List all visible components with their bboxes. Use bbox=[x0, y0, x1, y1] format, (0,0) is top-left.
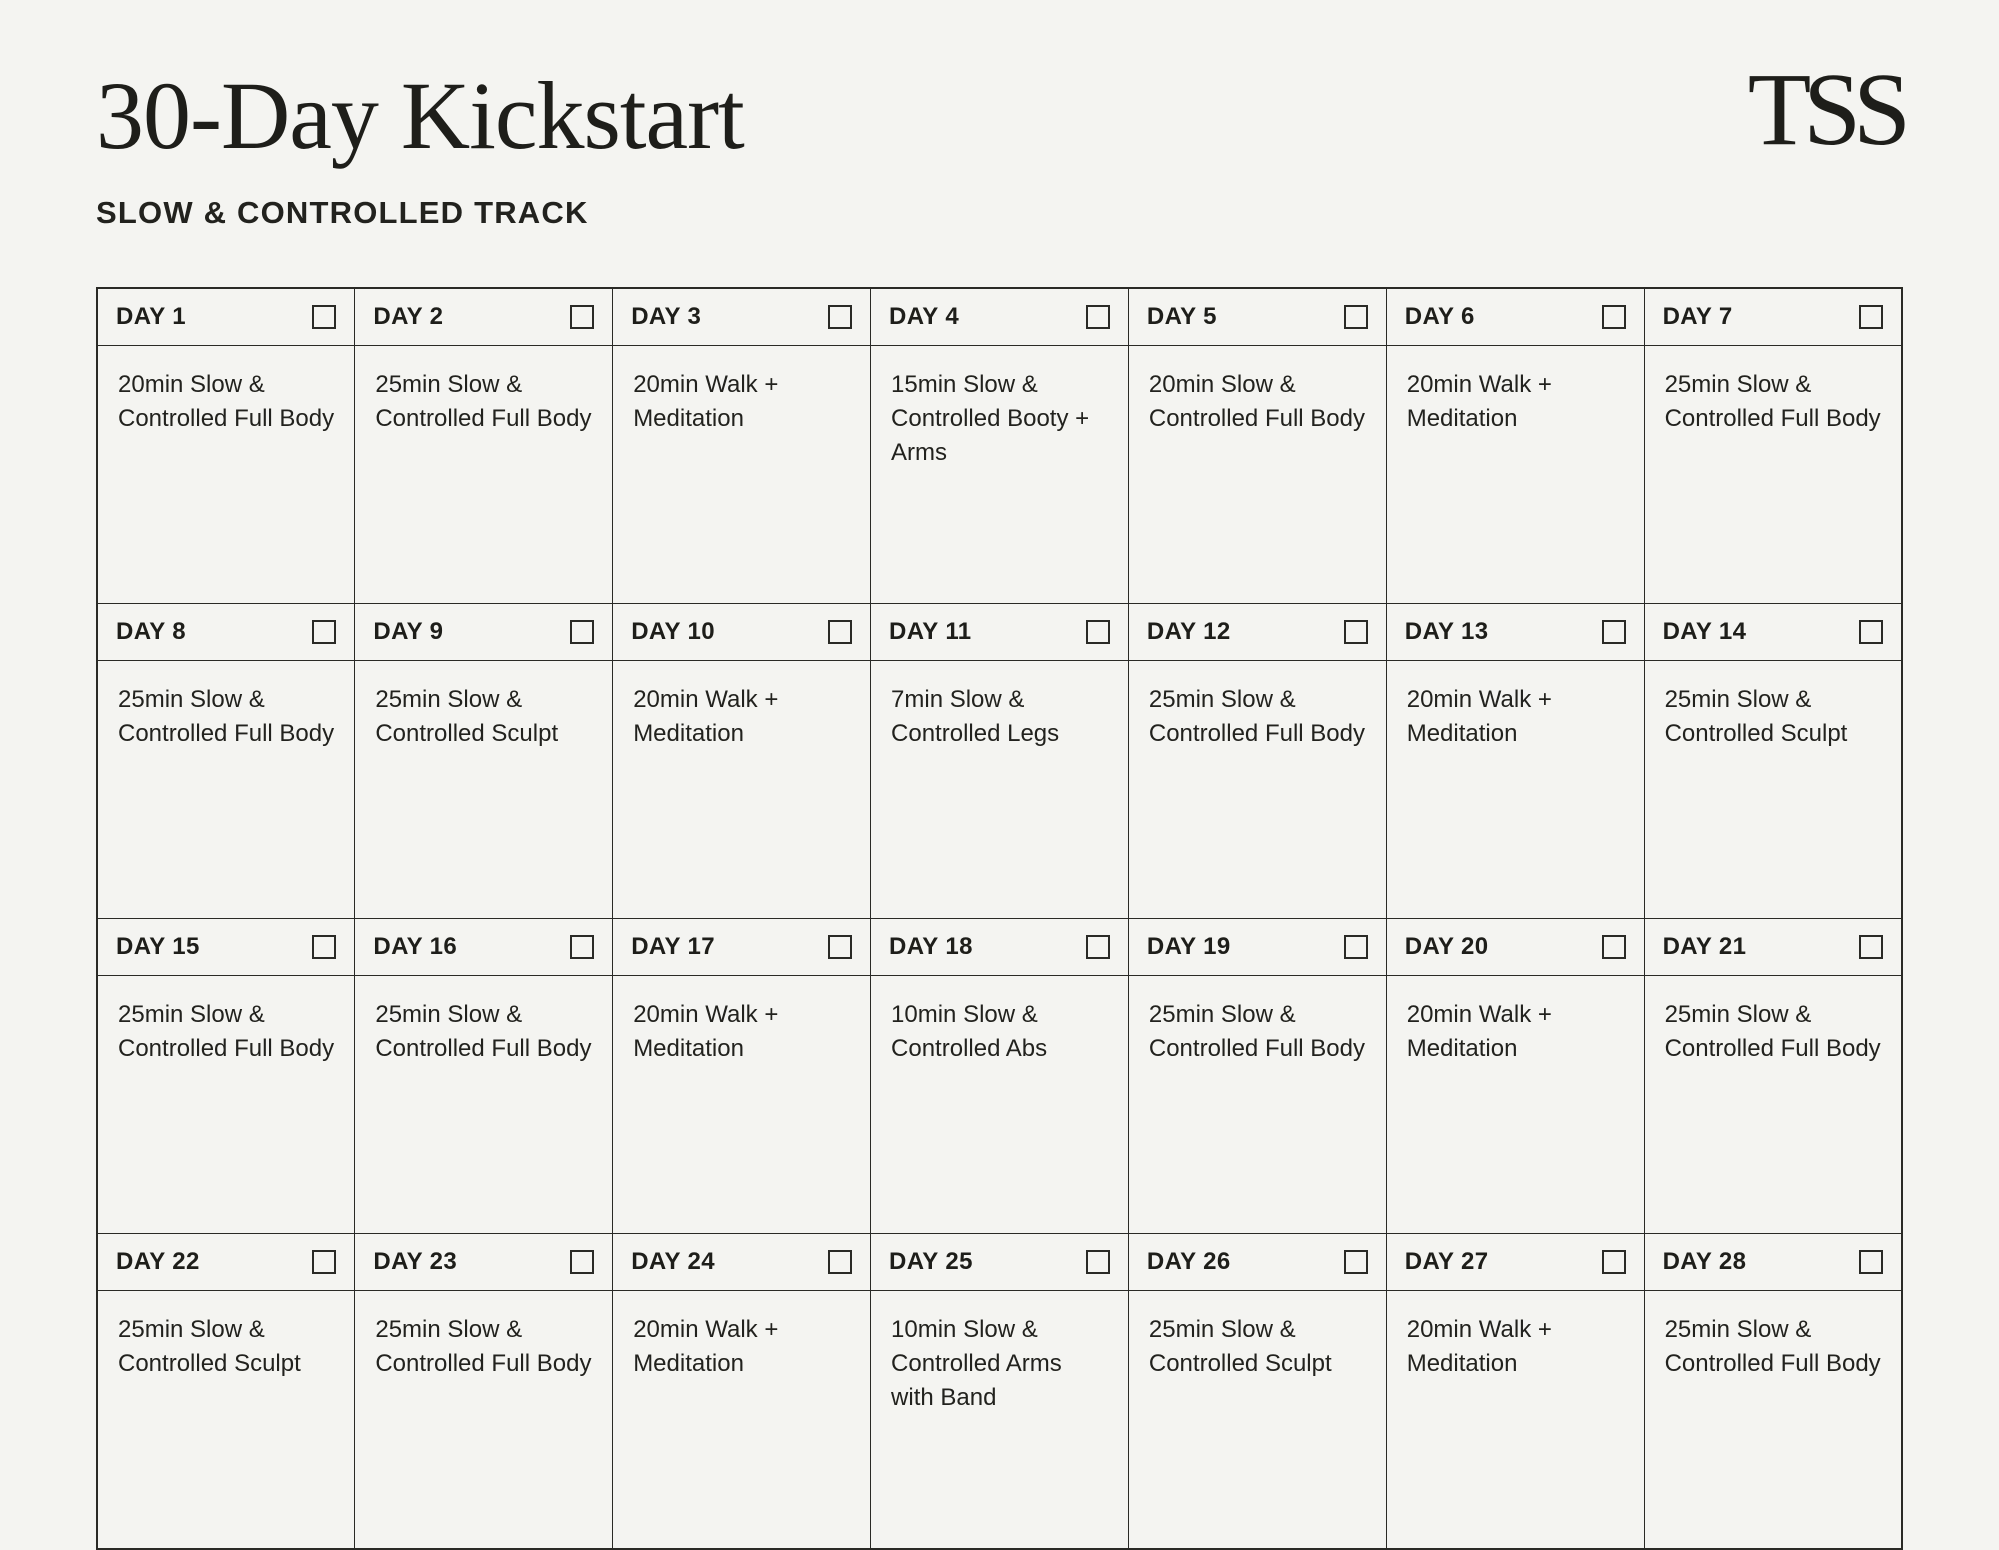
task-text: 10min Slow & Controlled Arms with Band bbox=[891, 1315, 1062, 1411]
day-label: DAY 17 bbox=[631, 932, 715, 960]
table-row bbox=[97, 1233, 1902, 1290]
task-cell bbox=[871, 660, 1129, 918]
day-checkbox[interactable] bbox=[1859, 1250, 1883, 1274]
day-checkbox[interactable] bbox=[828, 305, 852, 329]
task-cell bbox=[613, 1290, 871, 1549]
task-text: 7min Slow & Controlled Legs bbox=[891, 685, 1060, 747]
day-checkbox[interactable] bbox=[1859, 305, 1883, 329]
task-cell bbox=[97, 975, 355, 1233]
day-header-cell bbox=[613, 288, 871, 346]
task-cell bbox=[97, 660, 355, 918]
day-label: DAY 20 bbox=[1404, 932, 1489, 960]
day-checkbox[interactable] bbox=[570, 305, 594, 329]
day-header-cell bbox=[1128, 288, 1386, 346]
task-text: 25min Slow & Controlled Full Body bbox=[1664, 370, 1881, 432]
task-text: 20min Walk + Meditation bbox=[1406, 370, 1552, 432]
task-text: 25min Slow & Controlled Full Body bbox=[1148, 1000, 1365, 1062]
task-text: 20min Walk + Meditation bbox=[633, 685, 779, 747]
day-label: DAY 4 bbox=[889, 302, 960, 330]
task-cell bbox=[1386, 975, 1644, 1233]
task-cell bbox=[97, 1290, 355, 1549]
day-header-cell bbox=[1386, 1233, 1644, 1290]
day-header-cell bbox=[1386, 603, 1644, 660]
day-label: DAY 7 bbox=[1662, 302, 1733, 330]
day-label: DAY 27 bbox=[1404, 1247, 1489, 1275]
calendar-grid bbox=[96, 287, 1903, 1550]
task-cell bbox=[355, 345, 613, 603]
day-label: DAY 6 bbox=[1404, 302, 1475, 330]
task-text: 25min Slow & Controlled Full Body bbox=[1664, 1315, 1881, 1377]
task-text: 25min Slow & Controlled Sculpt bbox=[118, 1315, 301, 1377]
day-label: DAY 5 bbox=[1146, 302, 1217, 330]
task-text: 20min Slow & Controlled Full Body bbox=[118, 370, 335, 432]
day-label: DAY 22 bbox=[116, 1247, 200, 1275]
day-checkbox[interactable] bbox=[312, 620, 336, 644]
day-header-cell bbox=[97, 288, 355, 346]
day-header-cell bbox=[1128, 1233, 1386, 1290]
day-label: DAY 13 bbox=[1404, 617, 1489, 645]
task-cell bbox=[97, 345, 355, 603]
table-row bbox=[97, 288, 1902, 346]
task-cell bbox=[1128, 345, 1386, 603]
task-text: 25min Slow & Controlled Full Body bbox=[375, 1000, 592, 1062]
day-header-cell bbox=[355, 603, 613, 660]
day-label: DAY 15 bbox=[116, 932, 200, 960]
day-header-cell bbox=[1128, 603, 1386, 660]
day-header-cell bbox=[355, 918, 613, 975]
task-cell bbox=[355, 975, 613, 1233]
page-header bbox=[0, 0, 1999, 231]
task-cell bbox=[871, 1290, 1129, 1549]
day-label: DAY 8 bbox=[116, 617, 187, 645]
day-label: DAY 19 bbox=[1146, 932, 1231, 960]
day-checkbox[interactable] bbox=[570, 1250, 594, 1274]
day-header-cell bbox=[871, 918, 1129, 975]
day-checkbox[interactable] bbox=[1602, 935, 1626, 959]
task-cell bbox=[1128, 1290, 1386, 1549]
day-checkbox[interactable] bbox=[828, 935, 852, 959]
day-checkbox[interactable] bbox=[1859, 935, 1883, 959]
day-label: DAY 25 bbox=[889, 1247, 973, 1275]
task-cell bbox=[613, 660, 871, 918]
day-label: DAY 12 bbox=[1146, 617, 1231, 645]
day-checkbox[interactable] bbox=[312, 305, 336, 329]
day-checkbox[interactable] bbox=[1086, 1250, 1110, 1274]
day-label: DAY 11 bbox=[889, 617, 972, 645]
day-label: DAY 26 bbox=[1146, 1247, 1231, 1275]
day-checkbox[interactable] bbox=[312, 1250, 336, 1274]
day-header-cell bbox=[97, 1233, 355, 1290]
task-text: 20min Walk + Meditation bbox=[633, 370, 779, 432]
task-text: 25min Slow & Controlled Sculpt bbox=[1664, 685, 1848, 747]
task-cell bbox=[355, 660, 613, 918]
day-label: DAY 14 bbox=[1662, 617, 1747, 645]
day-label: DAY 3 bbox=[631, 302, 702, 330]
day-checkbox[interactable] bbox=[1344, 305, 1368, 329]
task-cell bbox=[1386, 660, 1644, 918]
brand-logo: TSS bbox=[1747, 52, 1903, 167]
day-label: DAY 1 bbox=[116, 302, 187, 330]
task-text: 15min Slow & Controlled Booty + Arms bbox=[891, 370, 1090, 466]
day-header-cell bbox=[1128, 918, 1386, 975]
task-cell bbox=[871, 975, 1129, 1233]
task-cell bbox=[613, 975, 871, 1233]
day-label: DAY 10 bbox=[631, 617, 715, 645]
day-header-cell bbox=[613, 1233, 871, 1290]
task-cell bbox=[1386, 1290, 1644, 1549]
task-text: 20min Walk + Meditation bbox=[1406, 1000, 1552, 1062]
day-checkbox[interactable] bbox=[1344, 1250, 1368, 1274]
task-text: 20min Walk + Meditation bbox=[1406, 1315, 1552, 1377]
day-header-cell bbox=[355, 288, 613, 346]
day-checkbox[interactable] bbox=[828, 1250, 852, 1274]
day-checkbox[interactable] bbox=[1086, 935, 1110, 959]
table-row bbox=[97, 345, 1902, 603]
day-header-cell bbox=[97, 603, 355, 660]
day-label: DAY 28 bbox=[1662, 1247, 1747, 1275]
day-header-cell bbox=[871, 1233, 1129, 1290]
task-text: 25min Slow & Controlled Full Body bbox=[375, 1315, 592, 1377]
table-row bbox=[97, 918, 1902, 975]
day-label: DAY 16 bbox=[373, 932, 458, 960]
table-row bbox=[97, 603, 1902, 660]
day-header-cell bbox=[1644, 603, 1902, 660]
task-text: 25min Slow & Controlled Sculpt bbox=[1148, 1315, 1332, 1377]
task-text: 25min Slow & Controlled Full Body bbox=[118, 1000, 335, 1062]
task-cell bbox=[871, 345, 1129, 603]
day-header-cell bbox=[97, 918, 355, 975]
day-checkbox[interactable] bbox=[1344, 620, 1368, 644]
day-label: DAY 2 bbox=[373, 302, 444, 330]
day-checkbox[interactable] bbox=[570, 620, 594, 644]
day-checkbox[interactable] bbox=[1602, 305, 1626, 329]
task-cell bbox=[1644, 345, 1902, 603]
task-text: 25min Slow & Controlled Full Body bbox=[375, 370, 592, 432]
task-cell bbox=[1644, 1290, 1902, 1549]
day-header-cell bbox=[1386, 918, 1644, 975]
day-checkbox[interactable] bbox=[1602, 620, 1626, 644]
day-label: DAY 23 bbox=[373, 1247, 458, 1275]
day-checkbox[interactable] bbox=[1859, 620, 1883, 644]
day-checkbox[interactable] bbox=[1344, 935, 1368, 959]
task-cell bbox=[1128, 660, 1386, 918]
day-checkbox[interactable] bbox=[312, 935, 336, 959]
page-subtitle: SLOW & CONTROLLED TRACK bbox=[96, 194, 589, 230]
day-label: DAY 9 bbox=[373, 617, 444, 645]
task-text: 25min Slow & Controlled Full Body bbox=[1664, 1000, 1881, 1062]
day-header-cell bbox=[1386, 288, 1644, 346]
task-cell bbox=[355, 1290, 613, 1549]
table-row bbox=[97, 1290, 1902, 1549]
day-checkbox[interactable] bbox=[1086, 620, 1110, 644]
task-cell bbox=[1128, 975, 1386, 1233]
day-checkbox[interactable] bbox=[1602, 1250, 1626, 1274]
task-cell bbox=[1644, 975, 1902, 1233]
day-checkbox[interactable] bbox=[570, 935, 594, 959]
day-header-cell bbox=[871, 603, 1129, 660]
day-checkbox[interactable] bbox=[828, 620, 852, 644]
day-header-cell bbox=[871, 288, 1129, 346]
day-label: DAY 21 bbox=[1662, 932, 1747, 960]
day-label: DAY 24 bbox=[631, 1247, 715, 1275]
task-text: 20min Walk + Meditation bbox=[633, 1000, 779, 1062]
task-text: 25min Slow & Controlled Full Body bbox=[118, 685, 335, 747]
task-text: 10min Slow & Controlled Abs bbox=[891, 1000, 1048, 1062]
day-checkbox[interactable] bbox=[1086, 305, 1110, 329]
task-text: 20min Walk + Meditation bbox=[1406, 685, 1552, 747]
day-header-cell bbox=[1644, 1233, 1902, 1290]
task-text: 20min Slow & Controlled Full Body bbox=[1148, 370, 1365, 432]
task-cell bbox=[1386, 345, 1644, 603]
table-row bbox=[97, 975, 1902, 1233]
day-header-cell bbox=[613, 918, 871, 975]
day-header-cell bbox=[613, 603, 871, 660]
day-header-cell bbox=[1644, 288, 1902, 346]
task-cell bbox=[613, 345, 871, 603]
day-header-cell bbox=[1644, 918, 1902, 975]
task-text: 25min Slow & Controlled Sculpt bbox=[375, 685, 559, 747]
task-text: 25min Slow & Controlled Full Body bbox=[1148, 685, 1365, 747]
task-cell bbox=[1644, 660, 1902, 918]
day-header-cell bbox=[355, 1233, 613, 1290]
table-row bbox=[97, 660, 1902, 918]
page-title: 30-Day Kickstart bbox=[96, 62, 744, 169]
day-label: DAY 18 bbox=[889, 932, 973, 960]
task-text: 20min Walk + Meditation bbox=[633, 1315, 779, 1377]
